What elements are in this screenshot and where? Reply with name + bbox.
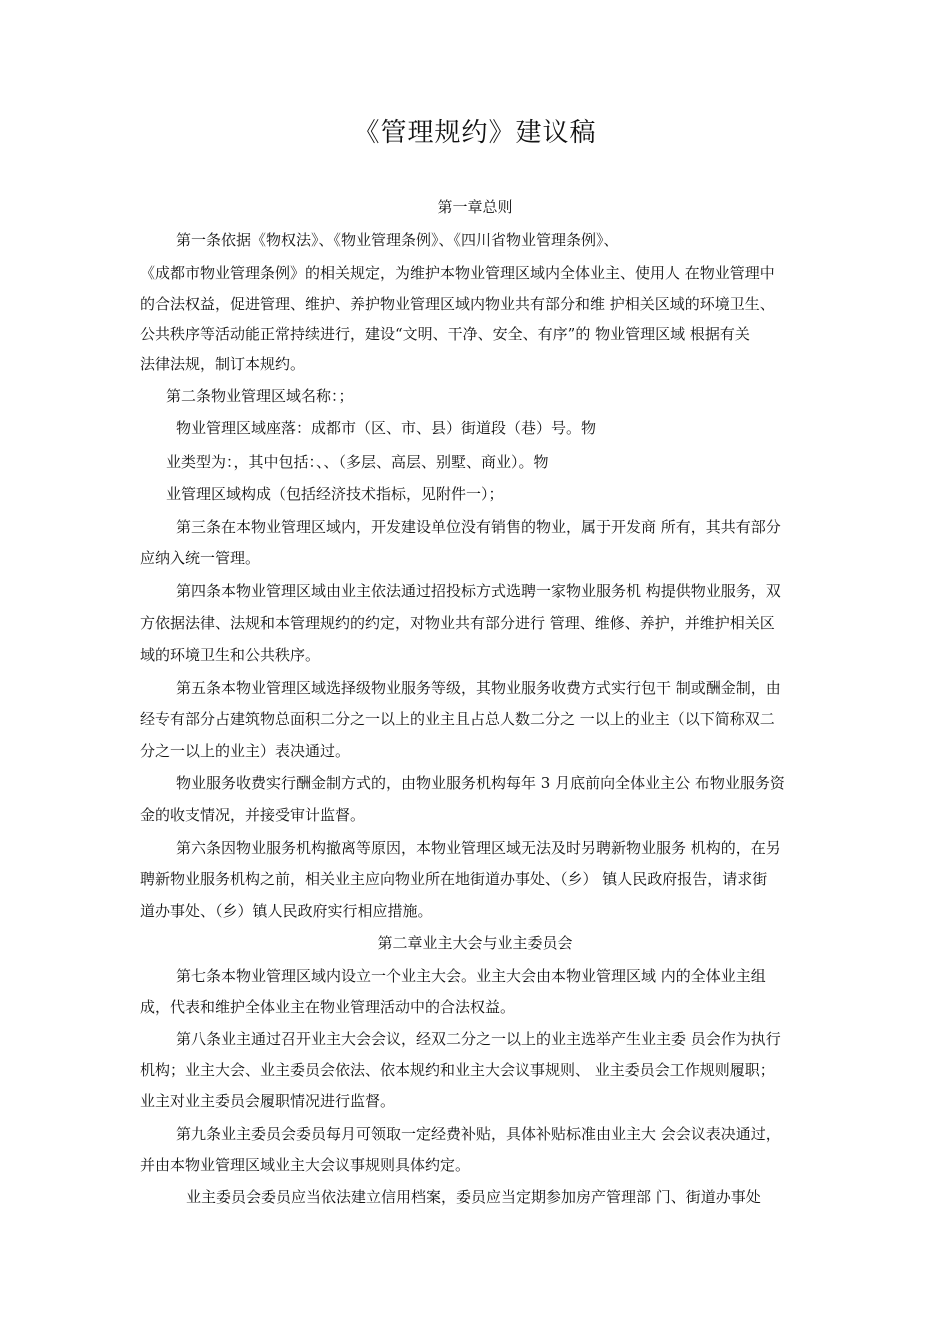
text-line: 第六条因物业服务机构撤离等原因，本物业管理区域无法及时另聘新物业服务 机构的，在另 (176, 839, 781, 857)
text-line: 物业服务收费实行酬金制方式的，由物业服务机构每年 3 月底前向全体业主公 布物业服务资 (176, 774, 785, 792)
text-line: 业管理区域构成（包括经济技术指标，见附件一）； (166, 485, 504, 503)
text-line: 第三条在本物业管理区域内，开发建设单位没有销售的物业，属于开发商 所有，其共有部分 (176, 518, 781, 536)
text-line: 第二条物业管理区域名称：； (166, 387, 354, 405)
text-line: 法律法规，制订本规约。 (140, 355, 306, 373)
text-line: 《成都市物业管理条例》的相关规定，为维护本物业管理区域内全体业主、使用人 在物业管理中 (140, 264, 775, 282)
text-line: 金的收支情况，并接受审计监督。 (140, 806, 366, 824)
text-line: 机构；业主大会、业主委员会依法、依本规约和业主大会议事规则、 业主委员会工作规则履职； (140, 1061, 775, 1079)
document-title: 《管理规约》建议稿 (353, 118, 597, 148)
text-line: 公共秩序等活动能正常持续进行，建设“文明、干净、安全、有序”的 物业管理区域 根据有关 (140, 325, 750, 343)
text-line: 第四条本物业管理区域由业主依法通过招投标方式选聘一家物业服务机 构提供物业服务，双 (176, 582, 781, 600)
chapter-heading: 第一章总则 (437, 198, 513, 216)
text-line: 第七条本物业管理区域内设立一个业主大会。业主大会由本物业管理区域 内的全体业主组 (176, 967, 766, 985)
text-line: 业主委员会委员应当依法建立信用档案，委员应当定期参加房产管理部 门、街道办事处 (186, 1188, 761, 1206)
text-line: 聘新物业服务机构之前，相关业主应向物业所在地街道办事处、（乡） 镇人民政府报告，请求街 (140, 870, 768, 888)
text-line: 的合法权益，促进管理、维护、养护物业管理区域内物业共有部分和维 护相关区域的环境卫生、 (140, 295, 775, 313)
text-line: 第八条业主通过召开业主大会会议，经双二分之一以上的业主选举产生业主委 员会作为执行 (176, 1030, 781, 1048)
text-line: 业类型为：，其中包括：、、（多层、高层、别墅、商业）。物 (166, 453, 549, 471)
text-line: 域的环境卫生和公共秩序。 (140, 646, 321, 664)
text-line: 第五条本物业管理区域选择级物业服务等级，其物业服务收费方式实行包干 制或酬金制，由 (176, 679, 781, 697)
chapter-heading: 第二章业主大会与业主委员会 (377, 934, 573, 952)
text-line: 经专有部分占建筑物总面积二分之一以上的业主且占总人数二分之 一以上的业主（以下简称双二 (140, 710, 775, 728)
text-line: 分之一以上的业主）表决通过。 (140, 742, 351, 760)
text-line: 业主对业主委员会履职情况进行监督。 (140, 1092, 396, 1110)
text-line: 第一条依据《物权法》、《物业管理条例》、《四川省物业管理条例》、 (176, 231, 619, 249)
text-line: 方依据法律、法规和本管理规约的约定，对物业共有部分进行 管理、维修、养护，并维护相关区 (140, 614, 775, 632)
text-line: 道办事处、（乡）镇人民政府实行相应措施。 (140, 902, 433, 920)
text-line: 物业管理区域座落：成都市（区、市、县）街道段（巷）号。物 (176, 419, 597, 437)
text-line: 成，代表和维护全体业主在物业管理活动中的合法权益。 (140, 998, 516, 1016)
text-line: 应纳入统一管理。 (140, 549, 261, 567)
text-line: 第九条业主委员会委员每月可领取一定经费补贴，具体补贴标准由业主大 会会议表决通过， (176, 1125, 781, 1143)
text-line: 并由本物业管理区域业主大会议事规则具体约定。 (140, 1156, 471, 1174)
